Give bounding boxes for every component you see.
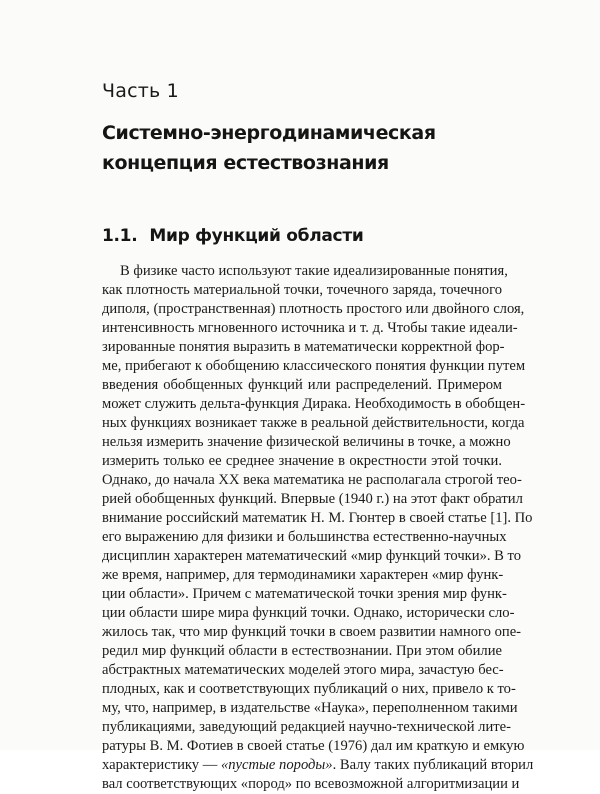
text-line: интенсивность мгновенного источника и т. д. Чтобы такие идеали- <box>102 320 518 336</box>
part-title-line: Системно-энергодинамическая <box>102 122 436 144</box>
text-line: внимание российский математик Н. М. Гюнтер в своей статье [1]. По <box>102 510 533 526</box>
text-line: ции области». Причем с математической точки зрения мир функ- <box>102 586 507 602</box>
text-line: дисциплин характерен математический «мир функций точки». В то <box>102 548 522 564</box>
text-line: В физике часто используют такие идеализированные понятия, <box>120 263 508 279</box>
section-number: 1.1. <box>102 226 138 246</box>
text-line: введения обобщенных функций или распределений. Примером <box>102 377 502 393</box>
text-line: рией обобщенных функций. Впервые (1940 г.) на этот факт обратил <box>102 491 523 507</box>
text-line: жилось так, что мир функций точки в своем развитии намного опе- <box>102 624 522 640</box>
text-line: ции области шире мира функций точки. Однако, исторически сло- <box>102 605 515 621</box>
text-line: ных функциях возникает также в реальной действительности, когда <box>102 415 525 431</box>
text-fragment: характеристику — <box>102 757 221 773</box>
emphasis-text: «пустые породы» <box>220 757 333 773</box>
text-line: его выражению для физики и большинства естественно-научных <box>102 529 507 545</box>
part-label: Часть 1 <box>102 80 179 102</box>
text-line <box>102 756 534 775</box>
text-line: измерить только ее среднее значение в окрестности этой точки. <box>102 453 502 469</box>
section-heading <box>102 226 363 246</box>
text-line: Однако, до начала XX века математика не располагала строгой тео- <box>102 472 522 488</box>
text-line: му, что, например, в издательстве «Наука», переполненном такими <box>102 700 518 716</box>
text-line: ме, прибегают к обобщению классического понятия функции путем <box>102 358 526 374</box>
text-fragment: . Валу таких публикаций вторил <box>332 757 534 773</box>
text-line: диполя, (пространственная) плотность простого или двойного слоя, <box>102 301 525 317</box>
text-line: зированные понятия выразить в математически корректной фор- <box>102 339 505 355</box>
section-title: Мир функций области <box>149 226 364 246</box>
body-paragraph <box>102 262 534 794</box>
text-line: редил мир функций области в естествознании. При этом обилие <box>102 643 502 659</box>
text-line: как плотность материальной точки, точечного заряда, точечного <box>102 282 502 298</box>
text-line: плодных, как и соответствующих публикаций о них, привело к то- <box>102 681 516 697</box>
text-line: может служить дельта-функция Дирака. Необходимость в обобщен- <box>102 396 526 412</box>
text-line: абстрактных математических моделей этого мира, зачастую бес- <box>102 662 504 678</box>
part-title <box>102 118 522 178</box>
text-line: вал соответствующих «пород» по всевозможной алгоритмизации и <box>102 776 520 792</box>
text-line: публикациями, заведующий редакцией научно-технической лите- <box>102 719 511 735</box>
text-line: же время, например, для термодинамики характерен «мир функ- <box>102 567 504 583</box>
part-title-line: концепция естествознания <box>102 152 389 174</box>
text-line: ратуры В. М. Фотиев в своей статье (1976) дал им краткую и емкую <box>102 738 525 754</box>
text-line: нельзя измерить значение физической величины в точке, а можно <box>102 434 511 450</box>
